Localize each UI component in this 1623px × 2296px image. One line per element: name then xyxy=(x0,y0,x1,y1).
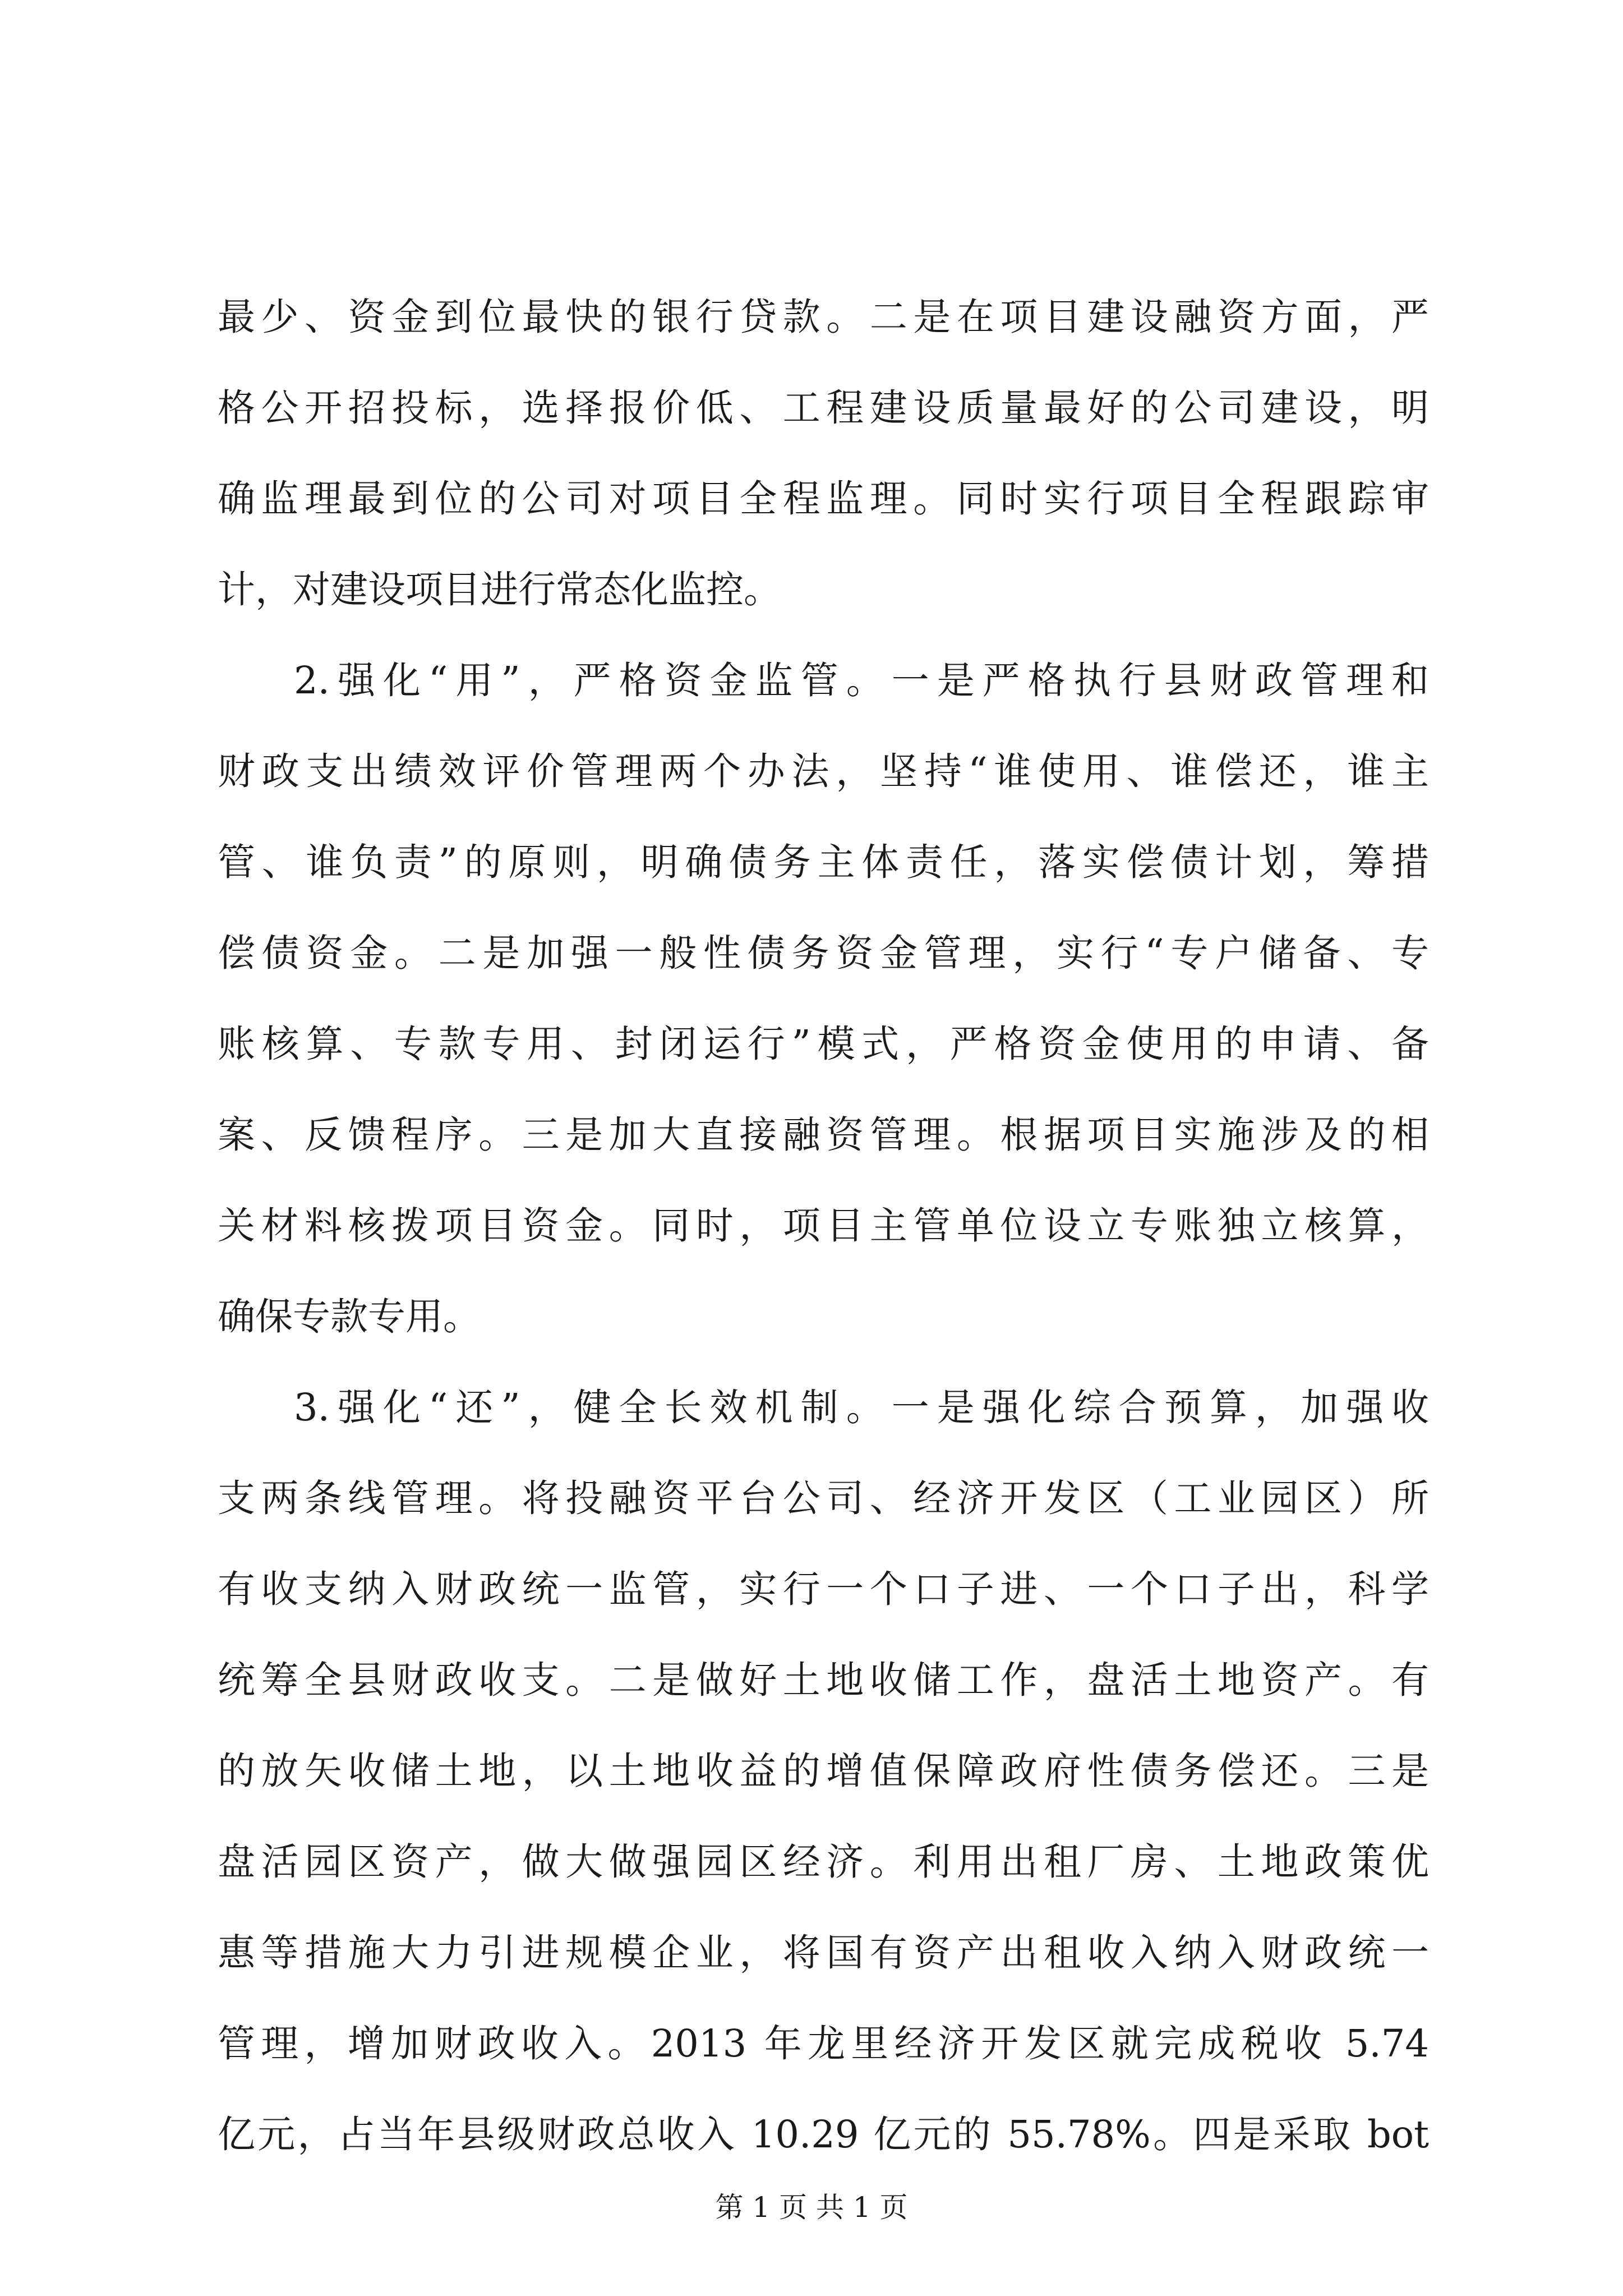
paragraph-3-line-3: 有收支纳入财政统一监管，实行一个口子进、一个口子出，科学 xyxy=(218,1567,1429,1611)
paragraph-1-line-4: 计，对建设项目进行常态化监控。 xyxy=(218,568,781,611)
paragraph-2-line-7: 关材料核拨项目资金。同时，项目主管单位设立专账独立核算， xyxy=(218,1204,1429,1248)
paragraph-3-line-4: 统筹全县财政收支。二是做好土地收储工作，盘活土地资产。有 xyxy=(218,1658,1429,1702)
paragraph-3-line-8: 管理，增加财政收入。2013 年龙里经济开发区就完成税收 5.74 xyxy=(218,2022,1429,2065)
paragraph-2-line-5: 账核算、专款专用、封闭运行”模式，严格资金使用的申请、备 xyxy=(218,1022,1429,1066)
paragraph-1-line-2: 格公开招投标，选择报价低、工程建设质量最好的公司建设，明 xyxy=(218,386,1429,430)
paragraph-3-line-7: 惠等措施大力引进规模企业，将国有资产出租收入纳入财政统一 xyxy=(218,1931,1429,1975)
paragraph-3-line-5: 的放矢收储土地，以土地收益的增值保障政府性债务偿还。三是 xyxy=(218,1749,1429,1793)
paragraph-2-line-3: 管、谁负责”的原则，明确债务主体责任，落实偿债计划，筹措 xyxy=(218,840,1429,884)
page-footer: 第 1 页 共 1 页 xyxy=(715,2191,908,2224)
paragraph-2-line-6: 案、反馈程序。三是加大直接融资管理。根据项目实施涉及的相 xyxy=(218,1113,1429,1157)
paragraph-3-line-6: 盘活园区资产，做大做强园区经济。利用出租厂房、土地政策优 xyxy=(218,1840,1429,1884)
paragraph-1-line-3: 确监理最到位的公司对项目全程监理。同时实行项目全程跟踪审 xyxy=(218,477,1429,521)
paragraph-2-line-8: 确保专款专用。 xyxy=(218,1295,481,1338)
paragraph-3-line-9: 亿元，占当年县级财政总收入 10.29 亿元的 55.78%。四是采取 bot xyxy=(218,2113,1429,2156)
paragraph-2-line-2: 财政支出绩效评价管理两个办法，坚持“谁使用、谁偿还，谁主 xyxy=(218,749,1429,793)
paragraph-2-line-4: 偿债资金。二是加强一般性债务资金管理，实行“专户储备、专 xyxy=(218,931,1429,975)
paragraph-3-line-1: 3.强化“还”，健全长效机制。一是强化综合预算，加强收 xyxy=(294,1386,1429,1429)
paragraph-3-line-2: 支两条线管理。将投融资平台公司、经济开发区（工业园区）所 xyxy=(218,1476,1429,1520)
paragraph-2-line-1: 2.强化“用”，严格资金监管。一是严格执行县财政管理和 xyxy=(294,659,1429,702)
paragraph-1-line-1: 最少、资金到位最快的银行贷款。二是在项目建设融资方面，严 xyxy=(218,295,1429,339)
